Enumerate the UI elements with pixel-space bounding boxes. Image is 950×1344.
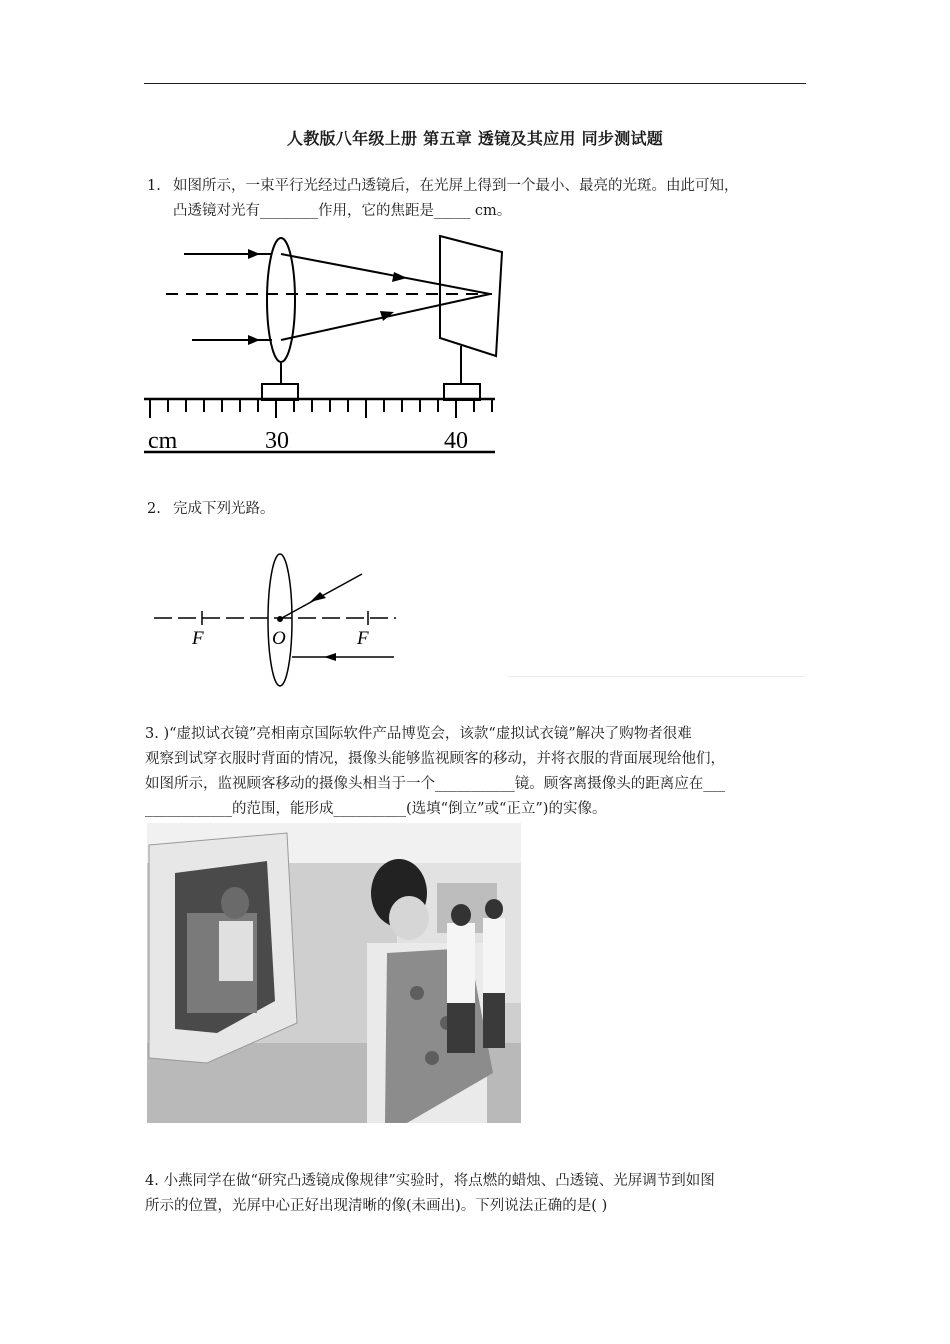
q2-focus-left-label: F — [192, 628, 204, 649]
q1-tick-40: 40 — [444, 428, 468, 454]
q2-number: 2. — [147, 501, 161, 517]
q1-unit-label: cm — [148, 428, 178, 454]
q1-convex-lens-diagram — [140, 230, 500, 460]
q1-text-line2: 凸透镜对光有________作用，它的焦距是_____ cm。 — [173, 203, 512, 219]
q2-center-label: O — [272, 628, 286, 649]
q1-screen — [440, 236, 502, 356]
header-rule — [144, 83, 806, 84]
page-title: 人教版八年级上册 第五章 透镜及其应用 同步测试题 — [286, 129, 664, 148]
faint-divider — [508, 676, 806, 677]
q3-text-line2: 观察到试穿衣服时背面的情况，摄像头能够监视顾客的移动，并将衣服的背面展现给他们， — [145, 751, 725, 767]
q1-tick-30: 30 — [265, 428, 289, 454]
q1-number: 1. — [147, 178, 161, 194]
q2-light-path-diagram — [150, 550, 410, 690]
q4-text-line1: 4. 小燕同学在做“研究凸透镜成像规律”实验时，将点燃的蜡烛、凸透镜、光屏调节到如图 — [145, 1173, 715, 1189]
q3-virtual-mirror-photo — [147, 823, 521, 1123]
q4-text-line2: 所示的位置，光屏中心正好出现清晰的像(未画出)。下列说法正确的是( ) — [145, 1198, 608, 1214]
q2-text: 完成下列光路。 — [173, 501, 275, 517]
q3-text-line4: ____________的范围，能形成__________(选填“倒立”或“正立”)的实像。 — [145, 801, 607, 817]
q3-text-line1: 3. )“虚拟试衣镜”亮相南京国际软件产品博览会，该款“虚拟试衣镜”解决了购物者很难 — [145, 726, 692, 742]
q3-text-line3: 如图所示，监视顾客移动的摄像头相当于一个___________镜。顾客离摄像头的距离应在___ — [145, 776, 725, 792]
q2-focus-right-label: F — [357, 628, 369, 649]
q1-text-line1: 如图所示，一束平行光经过凸透镜后，在光屏上得到一个最小、最亮的光斑。由此可知， — [173, 178, 739, 194]
